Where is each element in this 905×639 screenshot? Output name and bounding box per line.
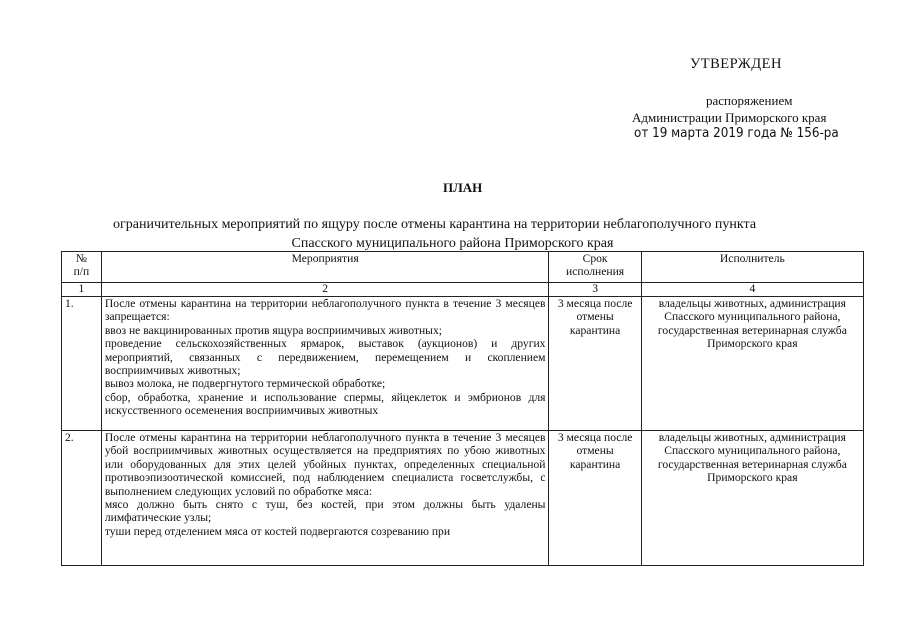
row-executor: владельцы животных, администрация Спасского муниципального района, государственная ветеринарная служба Приморского края: [641, 297, 863, 431]
header-executor: Исполнитель: [641, 252, 863, 283]
header-measures: Мероприятия: [101, 252, 549, 283]
row-number: 1.: [62, 297, 102, 431]
column-number: 4: [641, 283, 863, 297]
order-line-2: Администрации Приморского края: [632, 110, 827, 125]
table-row: [62, 431, 864, 566]
column-number: 3: [549, 283, 641, 297]
subtitle-line-1: ограничительных мероприятий по ящуру после отмены карантина на территории неблагополучного пункта: [113, 217, 757, 232]
row-deadline: 3 месяца после отмены карантина: [549, 297, 641, 431]
plan-table: [61, 251, 864, 566]
table-row: [62, 297, 864, 431]
column-numbers-row: [62, 283, 864, 297]
row-measures: После отмены карантина на территории неблагополучного пункта в течение 3 месяцев убой восприимчивых животных осуществляется на предприятиях по убою животных или оборудованных для этих целей убойных пунктах, определенных специальной противоэпизоотической комиссией, под наблюдением специалиста госветслужбы, с выполнением следующих условий по обработке мяса: мясо должно быть снято с туш, без костей, при этом должны быть удалены лимфатические узлы; туши перед отделением мяса от костей подвергаются созреванию при: [101, 431, 549, 566]
table-header-row: [62, 252, 864, 283]
row-executor: владельцы животных, администрация Спасского муниципального района, государственная ветеринарная служба Приморского края: [641, 431, 863, 566]
order-date-line: от 19 марта 2019 года № 156-ра: [634, 126, 839, 141]
column-number: 1: [62, 283, 102, 297]
subtitle-line-2: Спасского муниципального района Приморского края: [291, 236, 614, 251]
column-number: 2: [101, 283, 549, 297]
row-number: 2.: [62, 431, 102, 566]
approved-heading: УТВЕРЖДЕН: [690, 56, 782, 72]
header-num: № п/п: [62, 252, 102, 283]
row-deadline: 3 месяца после отмены карантина: [549, 431, 641, 566]
order-line-1: распоряжением: [706, 93, 793, 108]
row-measures: После отмены карантина на территории неблагополучного пункта в течение 3 месяцев запрещается: ввоз не вакцинированных против ящура восприимчивых животных; проведение сельскохозяйственных ярмарок, выставок (аукционов) и других мероприятий, связанных с передвижением, перемещением и скоплением восприимчивых животных; вывоз молока, не подвергнутого термической обработке; сбор, обработка, хранение и использование спермы, яйцеклеток и эмбрионов для искусственного осеменения восприимчивых животных: [101, 297, 549, 431]
header-deadline: Срок исполнения: [549, 252, 641, 283]
document-title: ПЛАН: [443, 180, 483, 195]
